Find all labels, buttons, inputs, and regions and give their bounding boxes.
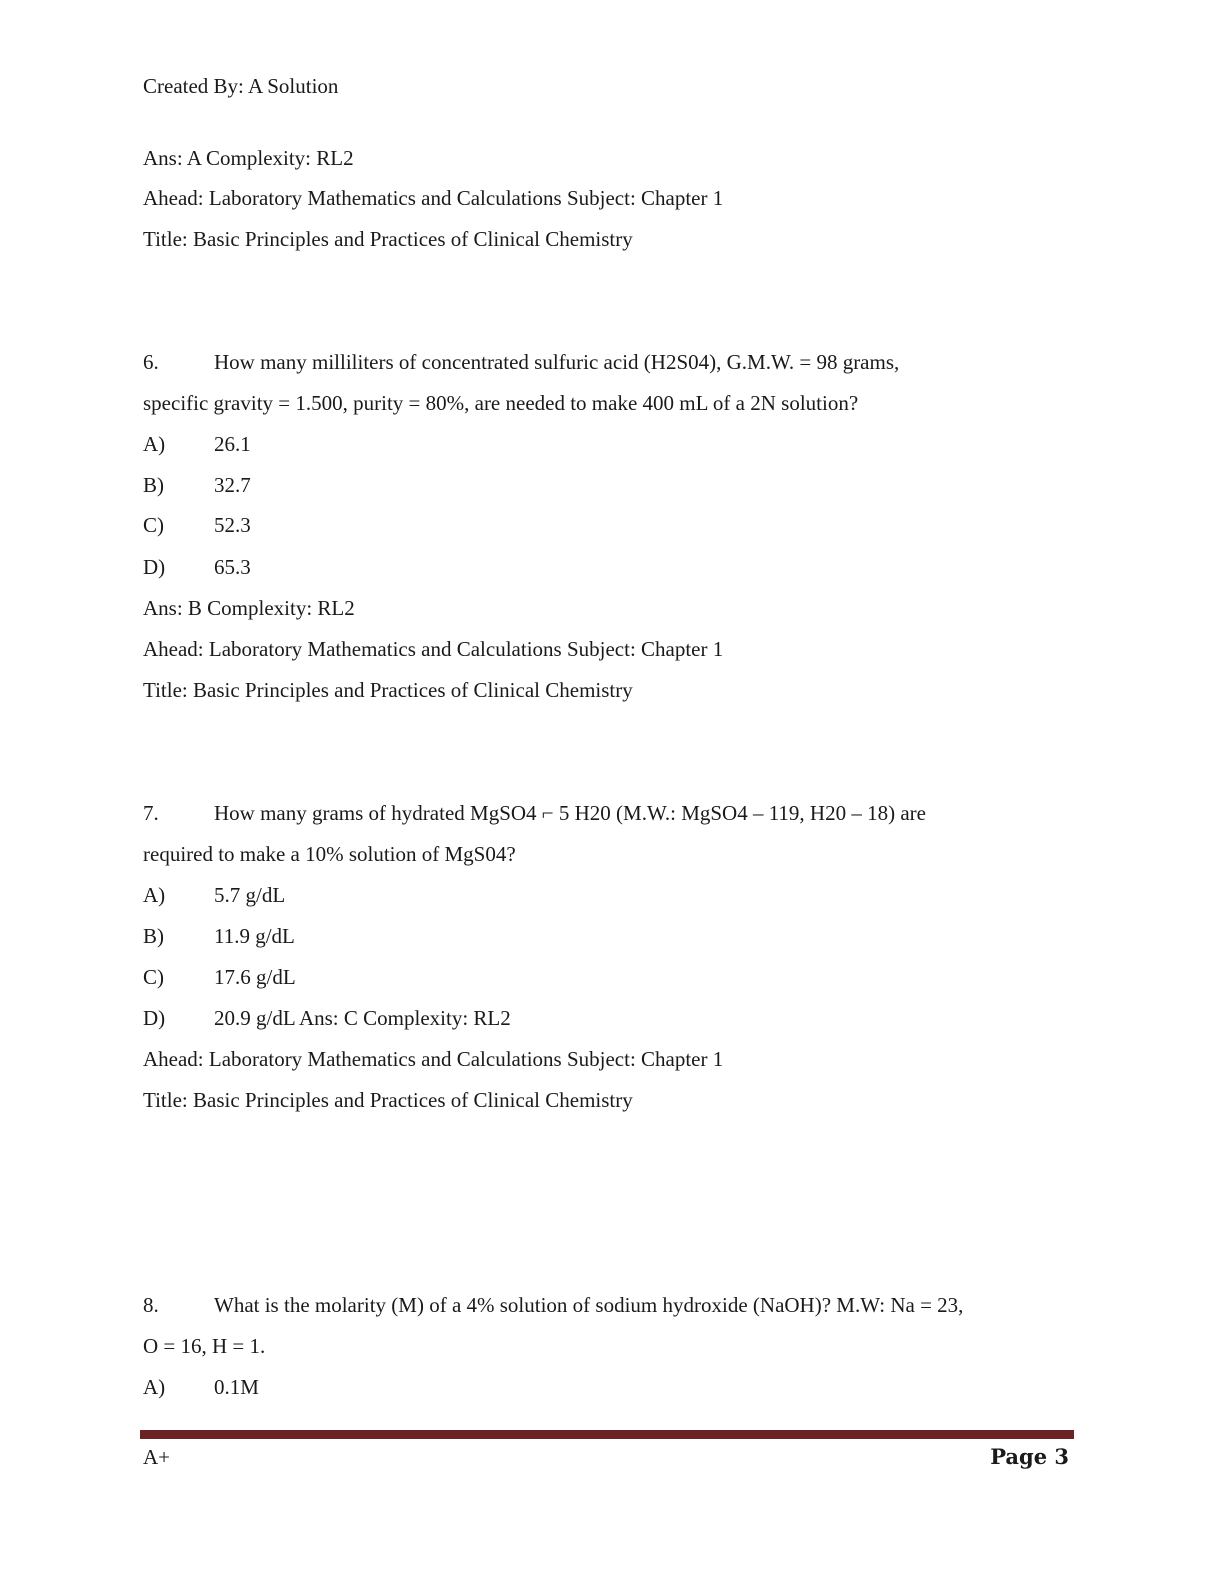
q7-option-letter: C): [143, 965, 164, 989]
q6-option-letter: D): [143, 555, 166, 579]
q6-option-text: 65.3: [214, 555, 251, 579]
q7-option-text: 5.7 g/dL: [214, 883, 286, 907]
q7-option-text: 17.6 g/dL: [214, 965, 296, 989]
q6-answer: Ans: B Complexity: RL2: [143, 596, 355, 620]
q6-number: 6.: [143, 350, 159, 374]
created-by: Created By: A Solution: [143, 74, 339, 98]
q6-option-text: 32.7: [214, 473, 251, 497]
q6-title: Title: Basic Principles and Practices of Clinical Chemistry: [143, 678, 633, 702]
q5-answer: Ans: A Complexity: RL2: [143, 146, 354, 170]
page-number: Page 3: [990, 1444, 1069, 1469]
q7-ahead: Ahead: Laboratory Mathematics and Calculations Subject: Chapter 1: [143, 1047, 724, 1071]
q6-ahead: Ahead: Laboratory Mathematics and Calculations Subject: Chapter 1: [143, 637, 724, 661]
q6-option-letter: A): [143, 432, 166, 456]
q6-option-letter: B): [143, 473, 164, 497]
q6-option-text: 26.1: [214, 432, 251, 456]
footer-rule: [140, 1430, 1074, 1439]
q5-ahead: Ahead: Laboratory Mathematics and Calculations Subject: Chapter 1: [143, 186, 724, 210]
q8-text-line2: O = 16, H = 1.: [143, 1334, 266, 1358]
q7-text-line1: How many grams of hydrated MgSO4 ⌐ 5 H20 (M.W.: MgSO4 – 119, H20 – 18) are: [214, 801, 926, 825]
q8-text-line1: What is the molarity (M) of a 4% solution of sodium hydroxide (NaOH)? M.W: Na = 23,: [214, 1293, 964, 1317]
q6-text-line2: specific gravity = 1.500, purity = 80%, are needed to make 400 mL of a 2N solution?: [143, 391, 859, 415]
q6-option-letter: C): [143, 513, 164, 537]
q8-number: 8.: [143, 1293, 159, 1317]
q8-option-text: 0.1M: [214, 1375, 259, 1399]
q7-number: 7.: [143, 801, 159, 825]
footer-left-text: A+: [143, 1445, 171, 1469]
q7-option-text: 11.9 g/dL: [214, 924, 295, 948]
q7-option-letter: D): [143, 1006, 166, 1030]
q7-option-text: 20.9 g/dL Ans: C Complexity: RL2: [214, 1006, 511, 1030]
q6-option-text: 52.3: [214, 513, 251, 537]
q7-text-line2: required to make a 10% solution of MgS04?: [143, 842, 516, 866]
q5-title: Title: Basic Principles and Practices of Clinical Chemistry: [143, 227, 633, 251]
q6-text-line1: How many milliliters of concentrated sulfuric acid (H2S04), G.M.W. = 98 grams,: [214, 350, 900, 374]
q7-option-letter: A): [143, 883, 166, 907]
q7-title: Title: Basic Principles and Practices of Clinical Chemistry: [143, 1088, 633, 1112]
q7-option-letter: B): [143, 924, 164, 948]
q8-option-letter: A): [143, 1375, 166, 1399]
